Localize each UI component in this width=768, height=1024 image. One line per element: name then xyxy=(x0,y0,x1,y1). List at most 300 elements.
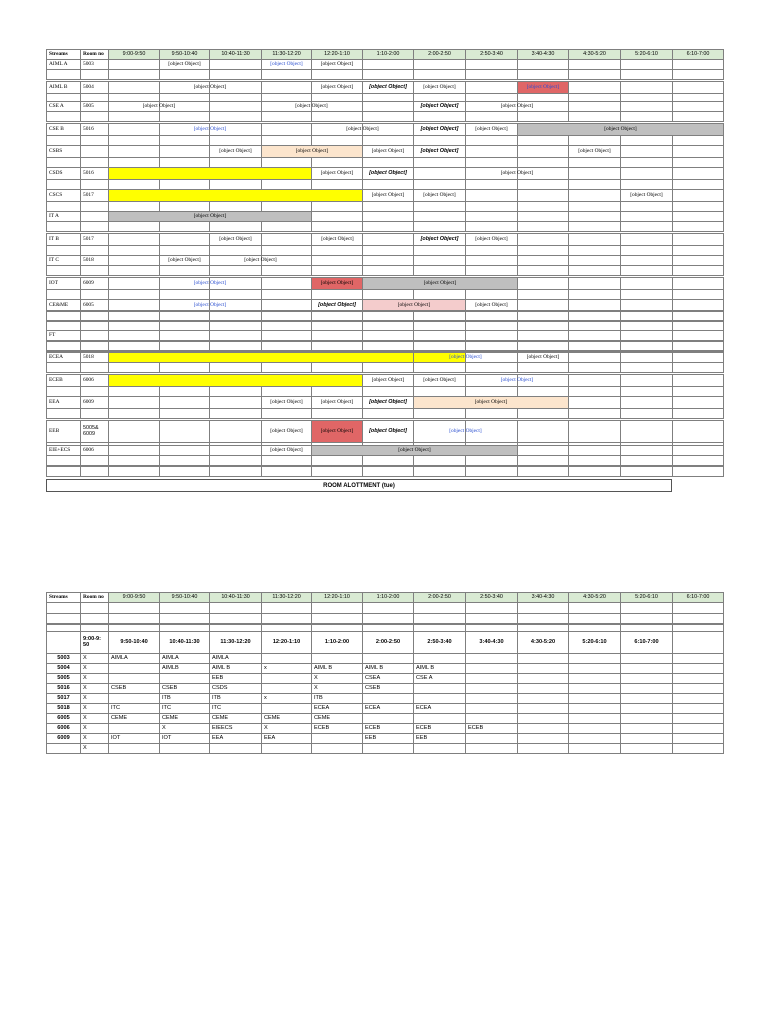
grid-cell xyxy=(108,111,160,122)
grid-cell xyxy=(413,362,466,373)
grid-cell xyxy=(311,466,363,477)
allotment-cell: CSEB xyxy=(159,683,210,694)
room-number: 5016 xyxy=(46,683,81,694)
allotment-cell: EEA xyxy=(209,733,262,744)
grid-cell xyxy=(46,362,81,373)
grid-cell xyxy=(413,455,466,466)
class-cell: [object Object] xyxy=(362,167,414,180)
grid-cell xyxy=(209,455,262,466)
allotment-cell: X xyxy=(80,703,109,714)
class-cell: [object Object] xyxy=(311,167,363,180)
header-slot: 3:40-4:30 xyxy=(517,592,569,603)
stream-name: CSBS xyxy=(46,145,81,158)
allotment-cell: ECEA xyxy=(362,703,414,714)
class-cell: [object Object] xyxy=(465,101,569,112)
grid-cell xyxy=(568,341,621,352)
stream-name: ECEA xyxy=(46,352,81,363)
allotment-cell: X xyxy=(159,723,210,734)
room-number: 5004 xyxy=(80,81,109,94)
room-number: 5005 xyxy=(80,101,109,112)
grid-cell xyxy=(46,455,81,466)
header-slot: 4:30-5:20 xyxy=(568,592,621,603)
grid-cell xyxy=(620,466,673,477)
grid-cell xyxy=(261,221,312,232)
grid-cell xyxy=(159,341,210,352)
grid-cell xyxy=(517,221,569,232)
grid-cell xyxy=(517,362,569,373)
grid-cell xyxy=(413,341,466,352)
slot-header: 3:40-4:30 xyxy=(465,631,518,654)
stream-name: CSE B xyxy=(46,123,81,136)
grid-cell xyxy=(672,265,724,276)
grid-cell xyxy=(80,341,109,352)
header-slot: 11:30-12:20 xyxy=(261,592,312,603)
room-number: 5017 xyxy=(46,693,81,704)
grid-cell xyxy=(159,221,210,232)
grid-cell xyxy=(311,69,363,80)
allotment-cell: ITC xyxy=(209,703,262,714)
room-number: 5005 xyxy=(46,673,81,684)
grid-cell xyxy=(46,221,81,232)
stream-name: CSE A xyxy=(46,101,81,112)
allotment-cell: ECEB xyxy=(311,723,363,734)
header-slot: 12:20-1:10 xyxy=(311,49,363,60)
room-number: 5003 xyxy=(46,653,81,664)
allotment-cell: AIML B xyxy=(209,663,262,674)
grid-cell xyxy=(311,455,363,466)
allotment-cell: X xyxy=(311,673,363,684)
grid-cell xyxy=(517,265,569,276)
grid-cell xyxy=(261,455,312,466)
grid-cell xyxy=(620,362,673,373)
grid-cell xyxy=(568,221,621,232)
grid-cell xyxy=(261,341,312,352)
class-cell: [object Object] xyxy=(413,123,466,136)
allotment-cell: ECEA xyxy=(311,703,363,714)
allotment-cell: X xyxy=(80,743,109,754)
grid-cell xyxy=(108,420,160,443)
allotment-cell xyxy=(108,743,160,754)
room-number xyxy=(80,330,109,341)
class-cell: [object Object] xyxy=(108,123,312,136)
class-cell: [object Object] xyxy=(620,189,673,202)
class-cell: [object Object] xyxy=(261,420,312,443)
header-slot: 10:40-11:30 xyxy=(209,49,262,60)
class-cell: [object Object] xyxy=(311,277,363,290)
header-room: Room no xyxy=(80,592,109,603)
grid-cell xyxy=(311,341,363,352)
grid-cell xyxy=(46,341,81,352)
grid-cell xyxy=(209,341,262,352)
grid-cell xyxy=(362,341,414,352)
header-slot: 1:10-2:00 xyxy=(362,592,414,603)
class-cell: [object Object] xyxy=(311,81,363,94)
room-allotment-title: ROOM ALOTTMENT (tue) xyxy=(46,479,672,492)
grid-cell xyxy=(568,455,621,466)
grid-cell xyxy=(108,341,160,352)
allotment-cell: X xyxy=(80,693,109,704)
header-streams: Streams xyxy=(46,592,81,603)
allotment-cell xyxy=(362,743,414,754)
allotment-cell: ECEA xyxy=(413,703,466,714)
grid-cell xyxy=(620,420,673,443)
grid-cell xyxy=(568,111,621,122)
grid-cell xyxy=(568,320,621,331)
grid-cell xyxy=(568,69,621,80)
grid-cell xyxy=(620,341,673,352)
header-slot: 6:10-7:00 xyxy=(672,592,724,603)
room-number xyxy=(80,145,109,158)
allotment-cell xyxy=(209,743,262,754)
grid-cell xyxy=(108,69,160,80)
grid-cell xyxy=(261,265,312,276)
allotment-cell: X xyxy=(261,723,312,734)
grid-cell xyxy=(413,221,466,232)
allotment-cell: CEME xyxy=(261,713,312,724)
header-slot: 1:10-2:00 xyxy=(362,49,414,60)
grid-cell xyxy=(517,466,569,477)
grid-cell xyxy=(80,466,109,477)
grid-cell xyxy=(108,221,160,232)
grid-cell xyxy=(517,455,569,466)
class-cell: [object Object] xyxy=(517,81,569,94)
grid-cell xyxy=(517,420,569,443)
class-cell: [object Object] xyxy=(159,255,210,266)
class-cell: [object Object] xyxy=(362,396,414,409)
room-number: 5017 xyxy=(80,189,109,202)
grid-cell xyxy=(261,111,312,122)
room-number xyxy=(80,211,109,222)
grid-cell xyxy=(80,320,109,331)
grid-cell xyxy=(159,362,210,373)
stream-name: IT A xyxy=(46,211,81,222)
class-cell: [object Object] xyxy=(465,299,518,312)
grid-cell xyxy=(672,362,724,373)
grid-cell xyxy=(568,408,621,419)
allotment-cell: EIEECS xyxy=(209,723,262,734)
grid-cell xyxy=(80,265,109,276)
grid-cell xyxy=(620,265,673,276)
grid-cell xyxy=(159,111,210,122)
grid-cell xyxy=(311,265,363,276)
grid-cell xyxy=(311,111,363,122)
grid-cell xyxy=(46,466,81,477)
grid-cell xyxy=(80,455,109,466)
grid-cell xyxy=(362,362,414,373)
allotment-cell: X xyxy=(80,733,109,744)
stream-name: EEA xyxy=(46,396,81,409)
allotment-cell: AIMLA xyxy=(159,653,210,664)
header-slot: 2:50-3:40 xyxy=(465,592,518,603)
stream-name: IT B xyxy=(46,233,81,246)
class-cell: [object Object] xyxy=(108,81,312,94)
grid-cell xyxy=(620,455,673,466)
class-cell: [object Object] xyxy=(413,420,518,443)
grid-cell xyxy=(209,320,262,331)
stream-name: CSDS xyxy=(46,167,81,180)
grid-cell xyxy=(261,408,312,419)
allotment-cell: ITB xyxy=(209,693,262,704)
grid-cell xyxy=(159,466,210,477)
grid-cell xyxy=(568,362,621,373)
grid-cell xyxy=(672,221,724,232)
class-cell: [object Object] xyxy=(362,81,414,94)
allotment-cell: ECEB xyxy=(413,723,466,734)
slot-header: 5:20-6:10 xyxy=(568,631,621,654)
class-cell: [object Object] xyxy=(311,299,363,312)
allotment-cell: X xyxy=(80,683,109,694)
allotment-cell: AIML B xyxy=(413,663,466,674)
allotment-cell: ITB xyxy=(159,693,210,704)
allotment-cell: CSEB xyxy=(362,683,414,694)
class-cell: [object Object] xyxy=(517,123,724,136)
allotment-cell: ECEB xyxy=(465,723,518,734)
grid-cell xyxy=(620,221,673,232)
slot-header: 4:30-5:20 xyxy=(517,631,569,654)
room-number: 5016 xyxy=(80,123,109,136)
class-cell: [object Object] xyxy=(362,374,414,387)
class-cell: [object Object] xyxy=(413,396,569,409)
slot-header: 6:10-7:00 xyxy=(620,631,673,654)
allotment-cell: ITC xyxy=(108,703,160,714)
room-number: 5017 xyxy=(80,233,109,246)
grid-cell xyxy=(261,466,312,477)
stream-name: AIML B xyxy=(46,81,81,94)
allotment-cell: IOT xyxy=(108,733,160,744)
allotment-cell: CSDS xyxy=(209,683,262,694)
room-number: 5018 xyxy=(80,255,109,266)
stream-name: CSCS xyxy=(46,189,81,202)
grid-cell xyxy=(413,320,466,331)
grid-cell xyxy=(80,221,109,232)
stream-name: EEB xyxy=(46,420,81,443)
class-cell: [object Object] xyxy=(362,145,414,158)
class-cell: [object Object] xyxy=(413,233,466,246)
grid-cell xyxy=(465,408,518,419)
grid-cell xyxy=(46,111,81,122)
grid-cell xyxy=(672,69,724,80)
stream-name: FT xyxy=(46,330,81,341)
grid-cell xyxy=(413,69,466,80)
class-cell: [object Object] xyxy=(465,167,569,180)
stream-name: CE&ME xyxy=(46,299,81,312)
class-cell: [object Object] xyxy=(362,299,466,312)
slot-header: 10:40-11:30 xyxy=(159,631,210,654)
allotment-cell xyxy=(568,743,621,754)
grid-cell xyxy=(362,69,414,80)
grid-cell xyxy=(209,221,262,232)
allotment-cell: CSEB xyxy=(108,683,160,694)
allotment-cell: x xyxy=(261,693,312,704)
grid-cell xyxy=(362,408,414,419)
allotment-cell: AIML B xyxy=(311,663,363,674)
allotment-cell xyxy=(311,743,363,754)
class-cell: [object Object] xyxy=(261,445,312,456)
stream-name: ECEB xyxy=(46,374,81,387)
header-slot: 9:00-9:50 xyxy=(108,49,160,60)
grid-cell xyxy=(568,420,621,443)
room-number: 5018 xyxy=(80,352,109,363)
allotment-cell: AIMLA xyxy=(108,653,160,664)
allotment-cell: IOT xyxy=(159,733,210,744)
grid-cell xyxy=(362,320,414,331)
allotment-cell: ITC xyxy=(159,703,210,714)
header-slot: 4:30-5:20 xyxy=(568,49,621,60)
grid-cell xyxy=(362,111,414,122)
header-slot: 2:00-2:50 xyxy=(413,592,466,603)
grid-cell xyxy=(568,466,621,477)
allotment-cell: CEME xyxy=(209,713,262,724)
slot-header: 2:50-3:40 xyxy=(413,631,466,654)
allotment-cell xyxy=(517,743,569,754)
grid-cell xyxy=(261,69,312,80)
allotment-cell: ECEB xyxy=(362,723,414,734)
slot-header: 11:30-12:20 xyxy=(209,631,262,654)
class-cell: [object Object] xyxy=(362,277,518,290)
grid-cell xyxy=(311,408,363,419)
header-slot: 10:40-11:30 xyxy=(209,592,262,603)
grid-cell xyxy=(672,420,724,443)
allotment-cell: CEME xyxy=(311,713,363,724)
grid-cell xyxy=(46,69,81,80)
grid-cell xyxy=(620,111,673,122)
grid-cell xyxy=(465,265,518,276)
class-cell: [object Object] xyxy=(465,123,518,136)
class-cell: [object Object] xyxy=(413,374,466,387)
allotment-cell: ITB xyxy=(311,693,363,704)
class-cell: [object Object] xyxy=(108,299,312,312)
grid-cell xyxy=(159,408,210,419)
room-number: 6009 xyxy=(46,733,81,744)
grid-cell xyxy=(362,265,414,276)
allotment-cell xyxy=(620,743,673,754)
grid-cell xyxy=(159,69,210,80)
grid-cell xyxy=(108,408,160,419)
class-cell: [object Object] xyxy=(362,189,414,202)
class-cell: [object Object] xyxy=(209,145,262,158)
grid-cell xyxy=(465,111,518,122)
allotment-cell: CSEA xyxy=(362,673,414,684)
class-cell: [object Object] xyxy=(108,211,312,222)
header-slot: 9:50-10:40 xyxy=(159,49,210,60)
grid-cell xyxy=(362,466,414,477)
header-slot: 11:30-12:20 xyxy=(261,49,312,60)
grid-cell xyxy=(465,341,518,352)
room-number: 5018 xyxy=(46,703,81,714)
stream-name: EIE+ECS xyxy=(46,445,81,456)
stream-name: IOT xyxy=(46,277,81,290)
header-slot: 12:20-1:10 xyxy=(311,592,363,603)
grid-cell xyxy=(672,341,724,352)
class-cell: [object Object] xyxy=(261,145,363,158)
grid-cell xyxy=(413,466,466,477)
grid-cell xyxy=(159,455,210,466)
grid-cell xyxy=(620,320,673,331)
room-number: 5004 xyxy=(46,663,81,674)
header-slot: 3:40-4:30 xyxy=(517,49,569,60)
grid-cell xyxy=(311,320,363,331)
grid-cell xyxy=(465,320,518,331)
highlight-cell xyxy=(108,374,363,387)
header-slot: 2:50-3:40 xyxy=(465,49,518,60)
stream-name: IT C xyxy=(46,255,81,266)
allotment-cell: AIMLB xyxy=(159,663,210,674)
grid-cell xyxy=(672,320,724,331)
class-cell: [object Object] xyxy=(413,145,466,158)
slot-header: 1:10-2:00 xyxy=(311,631,363,654)
grid-cell xyxy=(209,111,262,122)
grid-cell xyxy=(362,455,414,466)
grid-cell xyxy=(261,320,312,331)
grid-cell xyxy=(568,265,621,276)
grid-cell xyxy=(46,408,81,419)
grid-cell xyxy=(108,265,160,276)
allotment-cell: x xyxy=(261,663,312,674)
grid-cell xyxy=(362,221,414,232)
grid-cell xyxy=(672,466,724,477)
allotment-cell xyxy=(159,743,210,754)
room-number xyxy=(46,743,81,754)
grid-cell xyxy=(311,221,363,232)
grid-cell xyxy=(413,265,466,276)
stream-name: AIML A xyxy=(46,59,81,70)
allotment-cell: X xyxy=(311,683,363,694)
allotment-cell: X xyxy=(80,663,109,674)
room-number: 5016 xyxy=(80,167,109,180)
header-room: Room no xyxy=(80,49,109,60)
grid-cell xyxy=(465,69,518,80)
allotment-cell: EEB xyxy=(209,673,262,684)
room-number: 6009 xyxy=(80,277,109,290)
room-number: 5003 xyxy=(80,59,109,70)
class-cell: [object Object] xyxy=(261,59,312,70)
class-cell: [object Object] xyxy=(413,101,466,112)
grid-cell xyxy=(672,408,724,419)
class-cell: [object Object] xyxy=(311,420,363,443)
grid-cell xyxy=(80,362,109,373)
allotment-cell xyxy=(261,743,312,754)
header-slot: 9:50-10:40 xyxy=(159,592,210,603)
grid-cell xyxy=(465,466,518,477)
grid-cell xyxy=(413,408,466,419)
grid-cell xyxy=(209,420,262,443)
room-number: 6006 xyxy=(80,445,109,456)
grid-cell xyxy=(80,69,109,80)
room-number: 6006 xyxy=(80,374,109,387)
header-streams: Streams xyxy=(46,49,81,60)
grid-cell xyxy=(46,265,81,276)
grid-cell xyxy=(261,362,312,373)
grid-cell xyxy=(80,111,109,122)
class-cell: [object Object] xyxy=(413,81,466,94)
grid-cell xyxy=(672,631,724,654)
allotment-cell: CEME xyxy=(108,713,160,724)
header-slot: 6:10-7:00 xyxy=(672,49,724,60)
class-cell: [object Object] xyxy=(311,59,363,70)
grid-cell xyxy=(517,320,569,331)
grid-cell xyxy=(46,320,81,331)
grid-cell xyxy=(108,455,160,466)
grid-cell xyxy=(108,320,160,331)
room-number: 5005& 6009 xyxy=(80,420,109,443)
slot-header: 9:00-9: 50 xyxy=(80,631,109,654)
grid-cell xyxy=(159,420,210,443)
allotment-cell: X xyxy=(80,653,109,664)
grid-cell xyxy=(80,408,109,419)
grid-cell xyxy=(46,631,81,654)
class-cell: [object Object] xyxy=(108,277,312,290)
room-number: 6005 xyxy=(80,299,109,312)
